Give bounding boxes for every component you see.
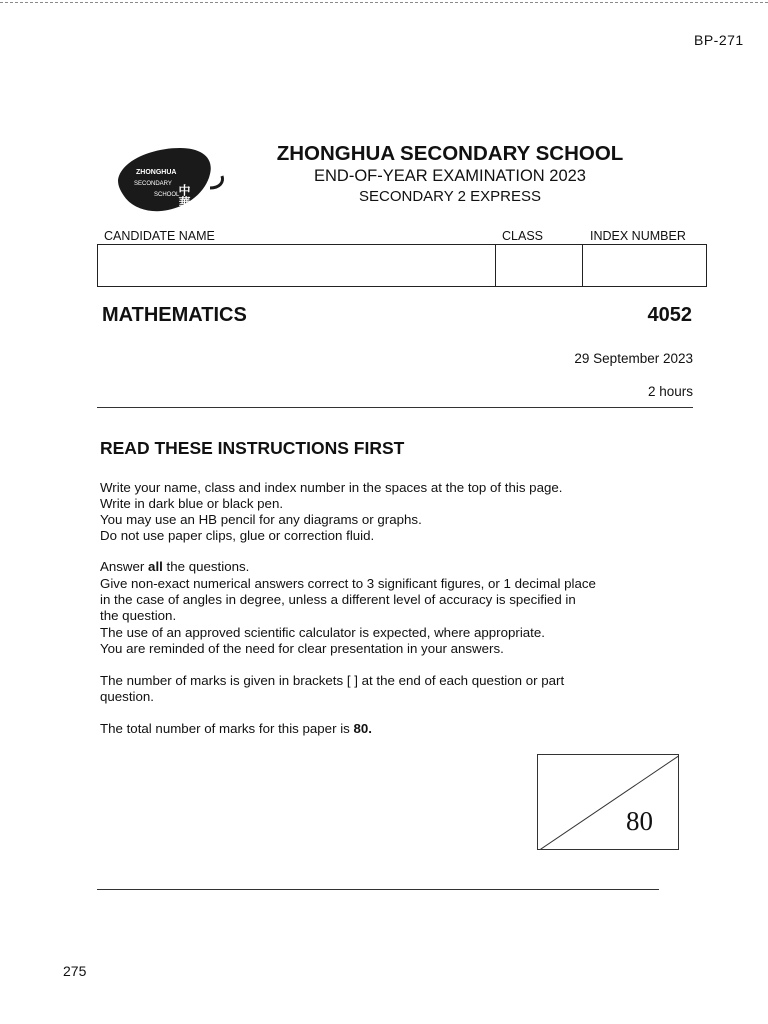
logo-text-line1: ZHONGHUA xyxy=(136,169,177,176)
instruction-line xyxy=(100,721,372,736)
logo-text-line3: SCHOOL xyxy=(154,192,180,198)
instruction-text: Answer xyxy=(100,559,149,574)
instruction-line: Write in dark blue or black pen. xyxy=(100,496,284,511)
subject-title: MATHEMATICS xyxy=(102,304,247,326)
index-number-label: INDEX NUMBER xyxy=(590,229,686,243)
total-marks-value: 80. xyxy=(353,721,372,736)
instruction-line: The use of an approved scientific calculator is expected, where appropriate. xyxy=(100,625,545,640)
instruction-text: The total number of marks for this paper is xyxy=(100,721,354,736)
instruction-line: in the case of angles in degree, unless a different level of accuracy is specified in xyxy=(100,592,576,607)
instruction-line: You may use an HB pencil for any diagrams or graphs. xyxy=(100,512,422,527)
instruction-text: the questions. xyxy=(162,559,250,574)
candidate-name-label: CANDIDATE NAME xyxy=(104,229,215,243)
page-code: BP-271 xyxy=(694,32,744,48)
marks-box xyxy=(537,754,679,850)
instruction-line: question. xyxy=(100,689,154,704)
exam-date: 29 September 2023 xyxy=(574,351,693,366)
paper-code: 4052 xyxy=(647,304,692,326)
instruction-emphasis: all xyxy=(148,559,163,574)
section-divider xyxy=(97,407,693,408)
exam-name: END-OF-YEAR EXAMINATION 2023 xyxy=(313,167,586,185)
instructions-heading: READ THESE INSTRUCTIONS FIRST xyxy=(100,438,405,458)
instruction-line: Do not use paper clips, glue or correction fluid. xyxy=(100,528,375,543)
bottom-rule xyxy=(97,889,659,890)
logo-text-line2: SECONDARY xyxy=(134,181,172,187)
index-number-field[interactable] xyxy=(583,245,706,286)
top-scan-rule xyxy=(0,2,768,3)
logo-emblem-chars: 中華 xyxy=(177,184,191,208)
class-label: CLASS xyxy=(502,229,543,243)
marks-box-diagonal xyxy=(538,755,679,850)
instruction-line xyxy=(100,559,249,574)
instruction-line: You are reminded of the need for clear presentation in your answers. xyxy=(100,641,504,656)
marks-total: 80 xyxy=(626,806,653,836)
class-field[interactable] xyxy=(496,245,581,286)
exam-duration: 2 hours xyxy=(647,384,693,399)
candidate-name-field[interactable] xyxy=(98,245,494,286)
instruction-line: Write your name, class and index number in the spaces at the top of this page. xyxy=(100,480,563,495)
instruction-line: The number of marks is given in brackets [ ] at the end of each question or part xyxy=(100,673,565,688)
instruction-line: the question. xyxy=(100,608,177,623)
level-name: SECONDARY 2 EXPRESS xyxy=(358,188,541,205)
page-number: 275 xyxy=(63,963,87,979)
school-name: ZHONGHUA SECONDARY SCHOOL xyxy=(276,142,624,165)
instruction-line: Give non-exact numerical answers correct to 3 significant figures, or 1 decimal place xyxy=(100,576,596,591)
